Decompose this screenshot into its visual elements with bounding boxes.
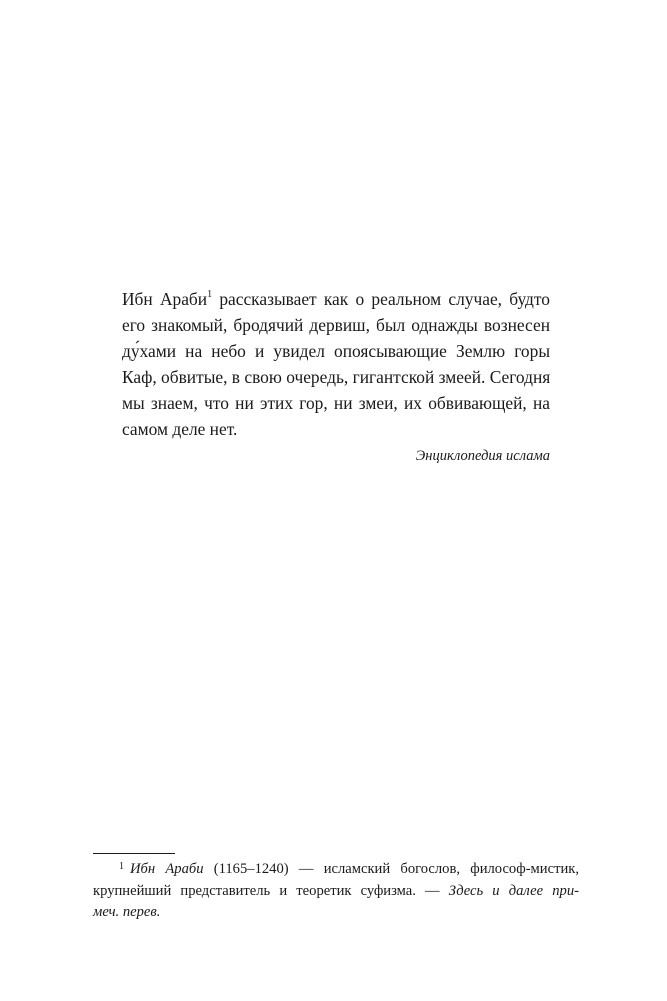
epigraph-line-3: ду́хами на небо и увидел опоясывающие Землю горы: [122, 341, 550, 361]
footnote-editor-note: Здесь и далее при-: [448, 883, 579, 899]
epigraph-line-1: [122, 286, 550, 312]
epigraph-name: Ибн Араби: [122, 289, 208, 309]
footnote-line-2-start: крупнейший представитель и теоретик суфизма. —: [93, 883, 440, 899]
footnote-divider: [93, 853, 175, 854]
footnote-line-2: [93, 881, 579, 902]
footnote-marker: 1: [119, 861, 124, 872]
footnote: [93, 859, 579, 923]
footnote-line-3: меч. перев.: [93, 904, 161, 920]
epigraph: [122, 286, 550, 467]
footnote-name: Ибн Араби: [130, 861, 204, 877]
epigraph-source: Энциклопедия ислама: [415, 448, 550, 464]
footnote-line-1: [93, 859, 579, 881]
epigraph-line-5: мы знаем, что ни этих гор, ни змеи, их обвивающей, на: [122, 393, 550, 413]
epigraph-line-6: самом деле нет.: [122, 419, 238, 439]
epigraph-line-2: его знакомый, бродячий дервиш, был однажды вознесен: [122, 315, 550, 335]
epigraph-line-4: Каф, обвитые, в свою очередь, гигантской змеей. Сегодня: [122, 367, 551, 387]
footnote-line-1-rest: (1165–1240) — исламский богослов, философ-мистик,: [213, 861, 579, 877]
epigraph-line-1-rest: рассказывает как о реальном случае, будто: [219, 289, 550, 309]
footnote-reference[interactable]: 1: [207, 289, 213, 301]
